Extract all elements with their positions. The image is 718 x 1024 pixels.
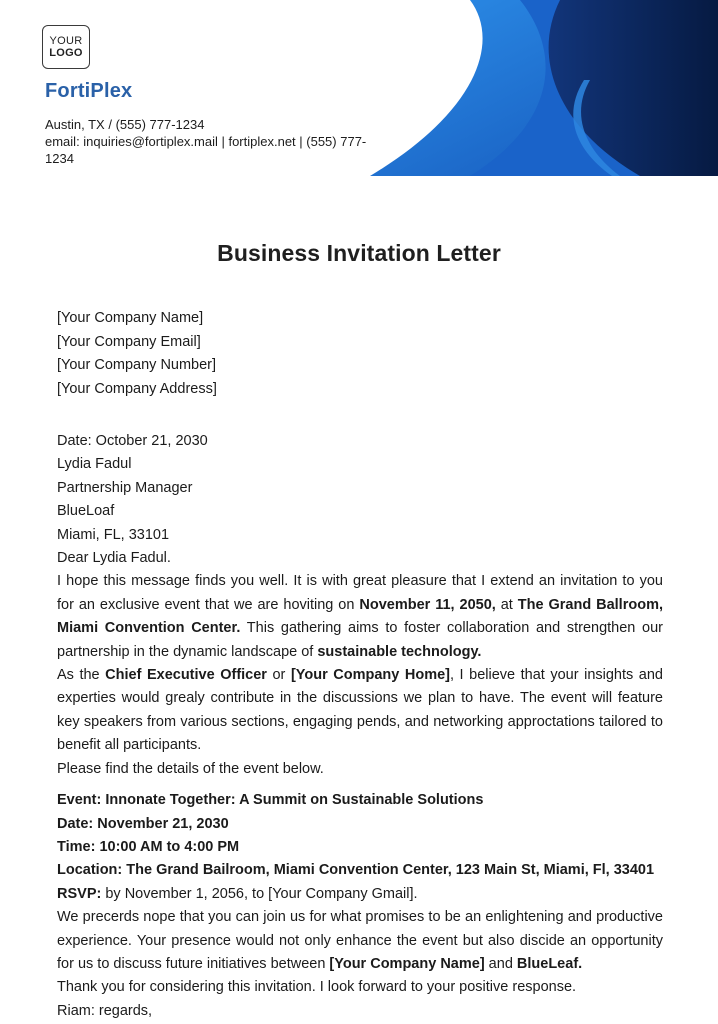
sender-company-name: [Your Company Name] [57, 310, 204, 326]
logo-text-line2: LOGO [49, 47, 83, 59]
company-logo [42, 25, 90, 69]
event-location: Location: The Grand Bailroom, Miami Convention Center, 123 Main St, Miami, Fl, 33401 [57, 862, 655, 879]
letterhead [0, 0, 718, 176]
letter-date: Date: October 21, 2030 [57, 433, 208, 449]
company-name: FortiPlex [45, 80, 133, 102]
recipient-company: BlueLoaf [57, 503, 115, 520]
contact-address-phone: Austin, TX / (555) 777-1234 [45, 117, 205, 132]
paragraph-thanks: Thank you for considering this invitation. I look forward to your positive response. [57, 979, 577, 996]
greeting: Dear Lydia Fadul. [57, 550, 171, 567]
sender-company-address: [Your Company Address] [57, 380, 217, 397]
company-contact [45, 116, 385, 167]
event-rsvp: RSVP: by November 1, 2056, to [Your Company Gmail]. [57, 885, 418, 902]
paragraph-hope: We precerds nope that you can join us for what promises to be an enlightening and productive experience. Your presence would not only enhance the event but also discide an opportunity for us to discuss future initiatives between [Your Company Name] and BlueLeaf. [57, 909, 663, 972]
sender-company-number: [Your Company Number] [57, 357, 217, 373]
paragraph-intro: I hope this message finds you well. It is with great pleasure that I extend an invitation to you for an exclusive event that we are hoviting on November 11, 2050, at The Grand Ballroom, Miami Convention Center. This gathering aims to foster collaboration and strengthen our partnership in the dynamic landscape of sustainable technology. [57, 573, 663, 660]
paragraph-details-intro: Please find the details of the event below. [57, 760, 324, 777]
document-title: Business Invitation Letter [217, 240, 501, 266]
event-time: Time: 10:00 AM to 4:00 PM [57, 838, 240, 855]
logo-text-line1: YOUR [49, 35, 83, 47]
closing: Riam: regards, [57, 1002, 153, 1019]
paragraph-role: As the Chief Executive Officer or [Your Company Home], I believe that your insights and experties would grealy contribute in the discussions we plan to have. The event will feature key speakers from various sections, engaging pends, and networking approctations tailored to benefit all participants. [57, 667, 663, 754]
recipient-position: Partnership Manager [57, 479, 193, 496]
letter-body [57, 430, 663, 1023]
sender-company-email: [Your Company Email] [57, 333, 201, 350]
event-date: Date: November 21, 2030 [57, 815, 229, 832]
event-name: Event: Innonate Together: A Summit on Sustainable Solutions [57, 792, 484, 809]
contact-email-web: email: inquiries@fortiplex.mail | fortiplex.net | (555) 777-1234 [45, 134, 367, 166]
recipient-name: Lydia Fadul [57, 456, 132, 473]
recipient-city: Miami, FL, 33101 [57, 526, 170, 543]
sender-block [57, 307, 217, 401]
